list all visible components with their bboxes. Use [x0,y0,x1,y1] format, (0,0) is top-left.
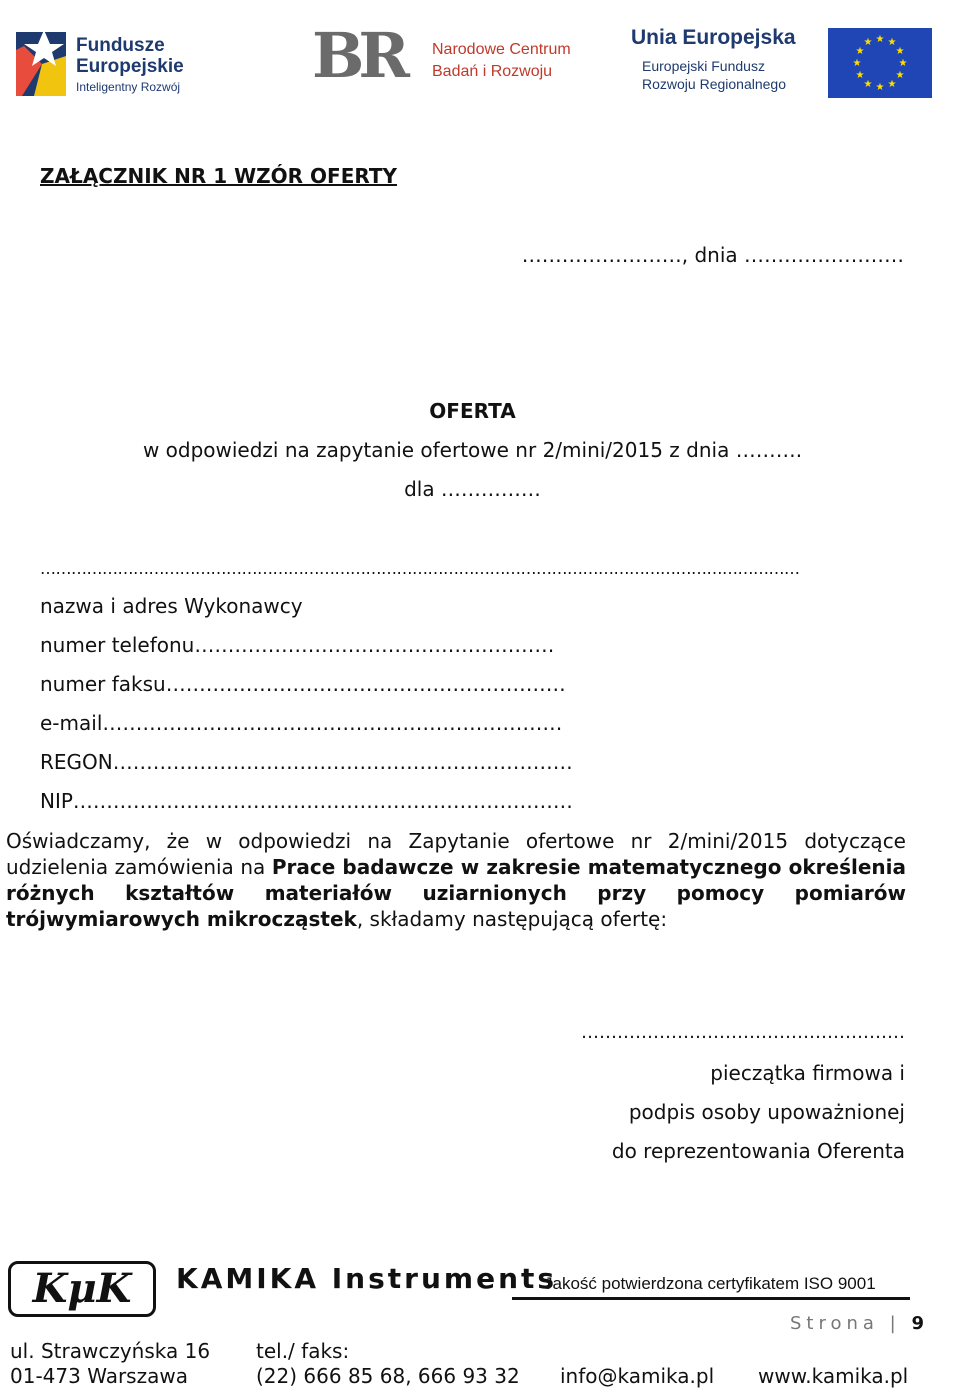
fe-line1: Fundusze [76,35,165,56]
eu-line3: Rozwoju Regionalnego [642,76,786,92]
field-phone: numer telefonu……………………………………………… [40,633,555,657]
svg-text:★: ★ [895,46,905,57]
field-nip: NIP………………………………………………………………… [40,789,573,813]
page-indicator: Strona | 9 [790,1313,924,1334]
declaration-part1: Oświadczamy, że w odpowiedzi na Zapytanie ofertowe nr 2/mini/2015 dotyczące udzielenia zamówienia na [6,829,906,879]
declaration-paragraph [6,828,906,932]
eu-logo [628,24,934,100]
svg-text:★: ★ [863,79,873,90]
field-email: e-mail…………………………………………………………… [40,711,563,735]
svg-text:★: ★ [875,82,885,93]
br-mark: BR [312,19,404,92]
for-line: dla …………… [404,477,541,501]
field-fax: numer faksu…………………………………………………… [40,672,566,696]
date-line: ……………………, dnia …………………… [521,243,904,267]
footer-tel-numbers: (22) 666 85 68, 666 93 32 [256,1364,520,1388]
signature-line3: do reprezentowania Oferenta [611,1139,905,1163]
svg-text:★: ★ [898,58,908,69]
declaration-part2: , składamy następującą ofertę: [356,907,668,931]
response-line: w odpowiedzi na zapytanie ofertowe nr 2/mini/2015 z dnia ………. [142,438,803,462]
fe-line3: Inteligentny Rozwój [76,80,181,94]
fe-star-icon [14,26,70,100]
offer-heading: OFERTA [429,399,516,423]
svg-text:★: ★ [875,34,885,45]
page-number: 9 [911,1313,924,1334]
svg-text:★: ★ [855,46,865,57]
footer-email-link[interactable]: info@kamika.pl [560,1364,715,1388]
kamika-logo: KμK [8,1261,156,1317]
fundusze-europejskie-logo [14,22,214,102]
svg-text:★: ★ [895,70,905,81]
svg-text:★: ★ [887,37,897,48]
eu-line2: Europejski Fundusz [642,58,765,74]
document-title: ZAŁĄCZNIK NR 1 WZÓR OFERTY [40,164,397,188]
field-name-address: nazwa i adres Wykonawcy [40,594,303,618]
footer-address1: ul. Strawczyńska 16 [10,1339,211,1363]
iso-note: Jakość potwierdzona certyfikatem ISO 9001 [544,1274,876,1293]
field-regon: REGON…………………………………………………………… [40,750,573,774]
eu-line1: Unia Europejska [631,26,796,49]
svg-text:★: ★ [852,58,862,69]
signature-line2: podpis osoby upoważnionej [628,1100,905,1124]
ncbr-logo [312,16,572,106]
svg-text:★: ★ [863,37,873,48]
declaration-subject: Prace badawcze w zakresie matematycznego określenia różnych kształtów materiałów uziarnionych przy pomocy pomiarów trójwymiarowych mikrocząstek [6,855,907,931]
ncbr-line1: Narodowe Centrum [432,41,571,58]
page-label: Strona [790,1313,879,1334]
svg-text:★: ★ [887,79,897,90]
fe-line2: Europejskie [76,56,184,77]
footer-website-link[interactable]: www.kamika.pl [758,1364,909,1388]
signature-line1: pieczątka firmowa i [710,1061,905,1085]
footer-tel-label: tel./ faks: [256,1339,350,1363]
footer-rule [512,1297,910,1300]
svg-text:★: ★ [855,70,865,81]
eu-flag-icon [828,28,932,98]
signature-dots: ……………………………………………… [581,1022,905,1043]
contractor-dots-line: ………………………………………………………………………………………………………………………………… [40,559,800,578]
footer-address2: 01-473 Warszawa [10,1364,188,1388]
company-name: KAMIKA Instruments [176,1262,558,1295]
ncbr-line2: Badań i Rozwoju [432,63,553,80]
